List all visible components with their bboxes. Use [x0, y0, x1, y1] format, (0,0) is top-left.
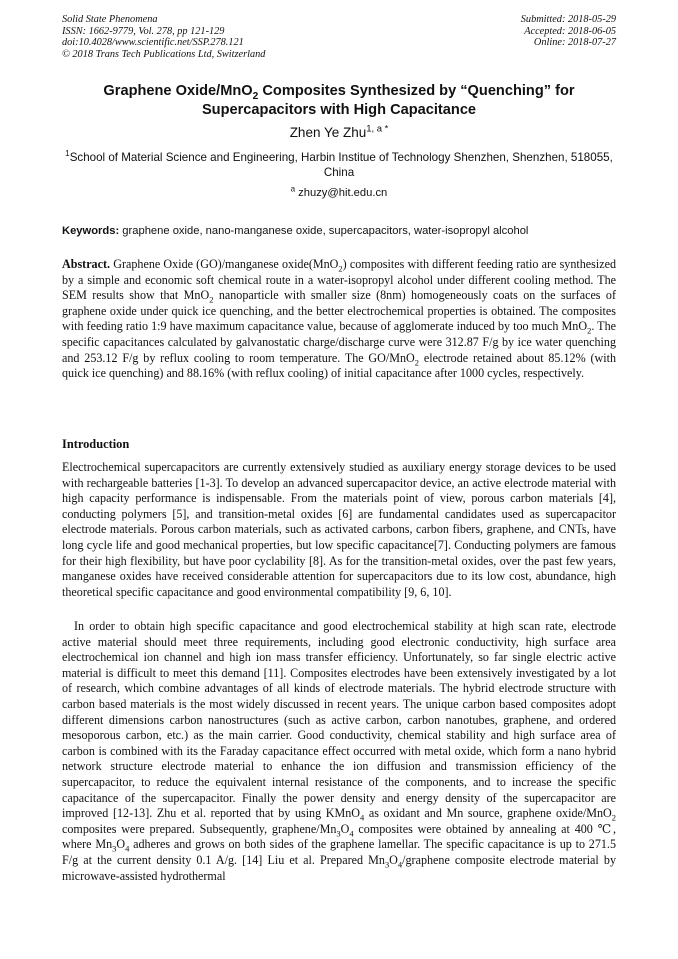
author-affiliation-mark: 1, a * — [366, 123, 389, 135]
journal-header-right — [521, 14, 616, 49]
doi-line: doi:10.4028/www.scientific.net/SSP.278.121 — [62, 37, 244, 49]
online-date: Online: 2018-07-27 — [533, 37, 616, 49]
author-line — [62, 124, 616, 141]
keywords-label: Keywords: — [62, 225, 120, 237]
keywords-text: graphene oxide, nano-manganese oxide, supercapacitors, water-isopropyl alcohol — [119, 225, 529, 237]
copyright-line: © 2018 Trans Tech Publications Ltd, Switzerland — [62, 48, 266, 60]
abstract: Abstract. Graphene Oxide (GO)/manganese oxide(MnO$_2$) composites with different feeding ratio are synthesized by a simple and economic soft chemical route in a water-isopropyl alcohol under different cooling method. The SEM results show that MnO$_2$ nanoparticle with smaller size (8nm) homogeneously coats on the surfaces of graphene oxide under quick ice quenching, and the better electrochemical properties is obtained. The composites with feeding ratio 1:9 have maximum capacitance value, because of agglomerate induced by too much MnO$_2$. The specific capacitances calculated by galvanostatic charge/discharge curve were 312.87 F/g by ice water quenching and 253.12 F/g by reflux cooling to room temperature. The GO/MnO$_2$ electrode retained about 85.12% (with quick ice quenching) and 88.16% (with reflux cooling) of initial capacitance after 1000 cycles, respectively. — [62, 257, 616, 381]
introduction-paragraph-2: In order to obtain high specific capacitance and good electrochemical stability at high scan rate, electrode active material should meet three requirements, including good electronic conductivity, high surface area electrochemical ion channel and high ion mass transfer efficiency. Unfortunately, so far single electric active material is difficult to meet this demand [11]. Composites electrodes have been extensively investigated by a lot of research, which combine advantages of all kinds of electrode materials. The hybrid electrode structure with carbon based materials is the most widely discussed in recent years. The unique carbon based composites adopt different dimensions carbon nanostructures (such as active carbon, carbon nanotubes, graphene, and ordered mesoporous carbon, etc.) as the main carrier. Good conductivity, chemical stability and high surface area of carbon is combined with its the Faraday capacitance effect occurred with metal oxide, which form a nano hybrid network structure electrode material to enhance the ion diffusion and transmission efficiency of the supercapacitor, to reduce the equivalent internal resistance of the components, and to increase the specific capacitance of the supercapacitor. Finally the power density and energy density of the supercapacitor are improved [12-13]. Zhu et al. reported that by using KMnO$_4$ as oxidant and Mn source, graphene oxide/MnO$_2$ composites were prepared. Subsequently, graphene/$Mn_3O_4$ composites were obtained by annealing at 400 ℃, where $Mn_3O_4$ adheres and grows on both sides of the graphene lamellar. The specific capacitance is up to 271.5 F/g at the current density 0.1 A/g. [14] Liu et al. Prepared $Mn_3O_4$/graphene composite electrode material by microwave-assisted hydrothermal — [62, 619, 616, 883]
keywords — [62, 224, 616, 238]
affiliation: $^1$School of Material Science and Engineering, Harbin Institue of Technology Shenzhen, Shenzhen, 518055, China — [65, 149, 613, 179]
issn-line: ISSN: 1662-9779, Vol. 278, pp 121-129 — [62, 25, 225, 37]
author-name: Zhen Ye Zhu — [289, 125, 367, 140]
journal-name: Solid State Phenomena — [62, 14, 158, 25]
abstract-label: Abstract. — [62, 257, 111, 271]
journal-header-left — [62, 14, 265, 60]
section-heading-introduction: Introduction — [62, 437, 130, 451]
accepted-date: Accepted: 2018-06-05 — [524, 25, 616, 37]
author-email: $^a$ zhuzy@hit.edu.cn — [290, 184, 388, 199]
introduction-paragraph-1: Electrochemical supercapacitors are currently extensively studied as auxiliary energy storage devices to be used with rechargeable batteries [1-3]. To develop an advanced supercapacitor device, an active electrode material with high capacity performance is indispensable. From the materials point of view, porous carbon materials [4], conducting polymers [5], and transition-metal oxides [6] are fundamental candidates used as supercapacitor electrode materials. Porous carbon materials, such as activated carbons, carbon fibers, graphene, and CNTs, have long cycle life and good mechanical properties, but low specific capacitance[7]. Conducting polymers are famous for their high flexibility, but have poor cyclability [8]. As for the transition-metal oxides, over the past few years, manganese oxides have received considerable attention for supercapacitors due to its low cost, abundance, high theoretical specific capacitance and good environmental compatibility [9, 6, 10]. — [62, 460, 616, 599]
paper-title: Graphene Oxide/MnO$_2$ Composites Synthesized by “Quenching” for Supercapacitors with High Capacitance — [103, 83, 575, 118]
submitted-date: Submitted: 2018-05-29 — [520, 14, 616, 25]
